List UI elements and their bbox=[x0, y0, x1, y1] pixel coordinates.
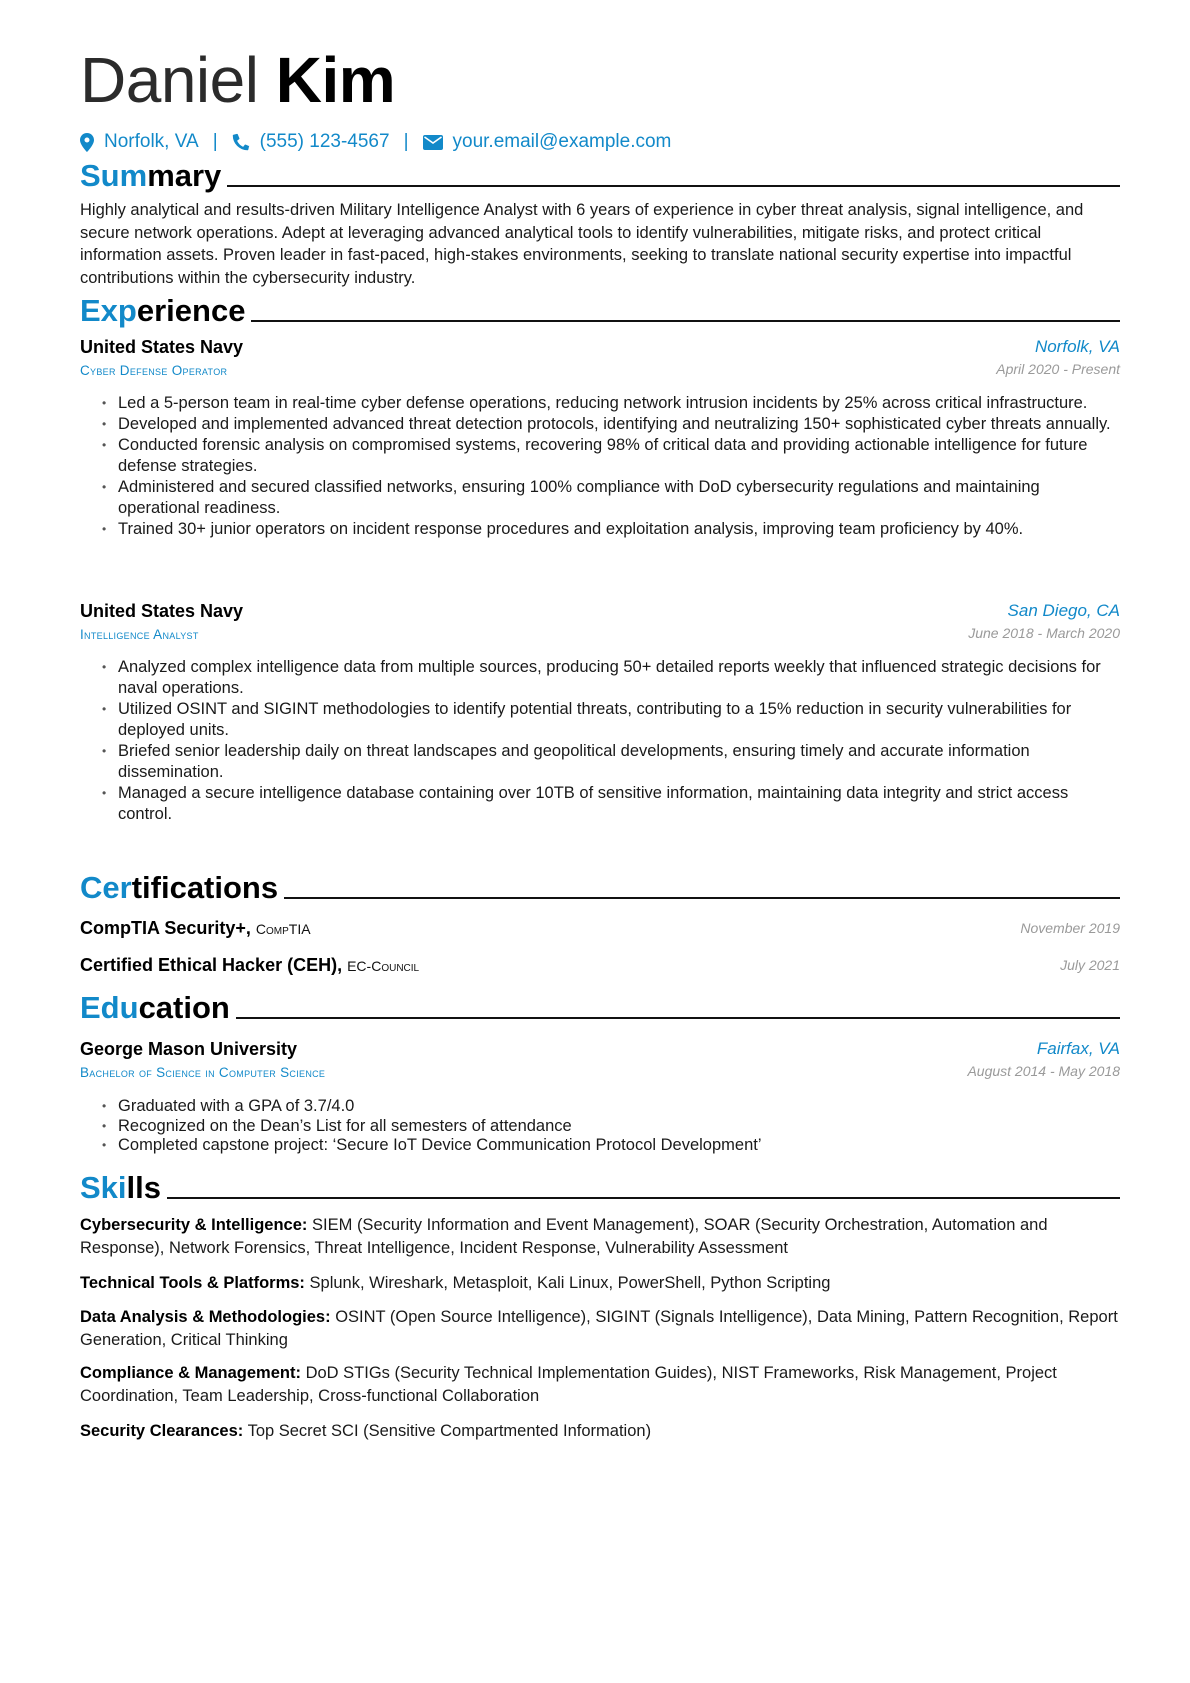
certification-issuer: CompTIA bbox=[255, 921, 311, 937]
contact-location bbox=[80, 131, 199, 153]
bullet-item: • Developed and implemented advanced threat detection protocols, identifying and neutralizing 150+ sophisticated cyber threats annually. bbox=[80, 414, 1120, 435]
school-location: Fairfax, VA bbox=[1036, 1039, 1120, 1058]
bullet-item: • Recognized on the Dean’s List for all semesters of attendance bbox=[80, 1117, 1120, 1137]
section-rule bbox=[284, 897, 1120, 899]
contact-separator: | bbox=[403, 131, 409, 152]
skill-row bbox=[80, 1306, 1120, 1351]
skill-value: SIEM (Security Information and Event Management), SOAR (Security Orchestration, Automation and Response), Network Forensics, Threat Intelligence, Incident Response, Vulnerability Assessment bbox=[80, 1216, 1048, 1257]
job-location: Norfolk, VA bbox=[1034, 337, 1120, 356]
last-name: Kim bbox=[275, 44, 396, 116]
certifications-heading bbox=[80, 870, 1120, 906]
job-organization: United States Navy bbox=[80, 337, 244, 357]
certification-item bbox=[80, 918, 1120, 942]
skill-label: Technical Tools & Platforms: bbox=[80, 1274, 305, 1292]
bullet-item: • Graduated with a GPA of 3.7/4.0 bbox=[80, 1097, 1120, 1117]
certification-date: July 2021 bbox=[1060, 957, 1120, 973]
section-title: Summary bbox=[80, 158, 222, 193]
bullet-item: • Analyzed complex intelligence data from multiple sources, producing 50+ detailed reports weekly that influenced strategic decisions for naval operations. bbox=[80, 657, 1120, 699]
section-rule bbox=[251, 320, 1120, 322]
contact-phone[interactable] bbox=[232, 131, 390, 153]
skill-label: Compliance & Management: bbox=[80, 1364, 301, 1382]
job-dates: April 2020 - Present bbox=[996, 361, 1120, 377]
section-rule bbox=[227, 185, 1120, 187]
contact-separator: | bbox=[212, 131, 218, 152]
section-title: Experience bbox=[80, 293, 246, 328]
section-rule bbox=[236, 1017, 1120, 1019]
job-role: Intelligence Analyst bbox=[80, 627, 199, 642]
contact-email[interactable] bbox=[423, 131, 672, 153]
degree: Bachelor of Science in Computer Science bbox=[80, 1065, 326, 1080]
phone-icon bbox=[232, 133, 250, 151]
experience-heading bbox=[80, 293, 1120, 329]
contact-bar bbox=[80, 131, 671, 153]
skill-value: DoD STIGs (Security Technical Implementation Guides), NIST Frameworks, Risk Management, Project Coordination, Team Leadership, Cross-functional Collaboration bbox=[80, 1364, 1057, 1405]
skill-value: Splunk, Wireshark, Metasploit, Kali Linux, PowerShell, Python Scripting bbox=[309, 1274, 831, 1292]
bullet-item: • Conducted forensic analysis on compromised systems, recovering 98% of critical data and providing actionable intelligence for future defense strategies. bbox=[80, 435, 1120, 477]
first-name: Daniel bbox=[80, 44, 259, 116]
job-bullets bbox=[80, 657, 1120, 825]
school-name: George Mason University bbox=[80, 1039, 298, 1059]
section-title: Education bbox=[80, 990, 230, 1025]
certification-name: Certified Ethical Hacker (CEH), EC-Council bbox=[80, 955, 420, 975]
education-bullets bbox=[80, 1097, 1120, 1156]
education-dates: August 2014 - May 2018 bbox=[967, 1063, 1120, 1079]
bullet-item: • Utilized OSINT and SIGINT methodologies to identify potential threats, contributing to a 15% reduction in security vulnerabilities for deployed units. bbox=[80, 699, 1120, 741]
certification-date: November 2019 bbox=[1020, 920, 1120, 936]
job-location: San Diego, CA bbox=[1007, 601, 1120, 620]
education-heading bbox=[80, 990, 1120, 1026]
bullet-item: • Briefed senior leadership daily on threat landscapes and geopolitical developments, ensuring timely and accurate information dissemination. bbox=[80, 741, 1120, 783]
phone-text: (555) 123-4567 bbox=[259, 131, 390, 152]
bullet-item: • Managed a secure intelligence database containing over 10TB of sensitive information, maintaining data integrity and strict access control. bbox=[80, 783, 1120, 825]
bullet-item: • Administered and secured classified networks, ensuring 100% compliance with DoD cybersecurity regulations and maintaining operational readiness. bbox=[80, 477, 1120, 519]
bullet-item: • Trained 30+ junior operators on incident response procedures and exploitation analysis, improving team proficiency by 40%. bbox=[80, 519, 1120, 540]
skill-row bbox=[80, 1420, 1120, 1443]
full-name bbox=[80, 40, 395, 120]
skills-heading bbox=[80, 1170, 1120, 1206]
skill-row bbox=[80, 1272, 1120, 1295]
bullet-item: • Led a 5-person team in real-time cyber defense operations, reducing network intrusion incidents by 25% across critical infrastructure. bbox=[80, 393, 1120, 414]
bullet-item: • Completed capstone project: ‘Secure IoT Device Communication Protocol Development’ bbox=[80, 1136, 1120, 1156]
location-text: Norfolk, VA bbox=[104, 131, 199, 152]
skill-label: Security Clearances: bbox=[80, 1422, 244, 1440]
certification-issuer: EC-Council bbox=[347, 958, 420, 974]
certification-name: CompTIA Security+, CompTIA bbox=[80, 918, 311, 938]
map-pin-icon bbox=[80, 133, 94, 152]
section-title: Certifications bbox=[80, 870, 279, 905]
job-bullets bbox=[80, 393, 1120, 540]
skill-label: Cybersecurity & Intelligence: bbox=[80, 1216, 308, 1234]
section-title: Skills bbox=[80, 1170, 161, 1205]
certification-item bbox=[80, 955, 1120, 979]
skill-value: Top Secret SCI (Sensitive Compartmented Information) bbox=[247, 1422, 652, 1440]
job-dates: June 2018 - March 2020 bbox=[968, 625, 1120, 641]
envelope-icon bbox=[423, 135, 443, 150]
summary-text: Highly analytical and results-driven Military Intelligence Analyst with 6 years of experience in cyber threat analysis, signal intelligence, and secure network operations. Adept at leveraging advanced analytical tools to identify vulnerabilities, mitigate risks, and protect critical information assets. Proven leader in fast-paced, high-stakes environments, seeking to translate national security expertise into impactful contributions within the cybersecurity industry. bbox=[80, 201, 1084, 287]
section-rule bbox=[167, 1197, 1120, 1199]
summary-heading bbox=[80, 158, 1120, 194]
job-role: Cyber Defense Operator bbox=[80, 363, 228, 378]
skill-value: OSINT (Open Source Intelligence), SIGINT (Signals Intelligence), Data Mining, Pattern Recognition, Report Generation, Critical Thinking bbox=[80, 1308, 1118, 1349]
email-link: your.email@example.com bbox=[452, 131, 672, 152]
skill-row bbox=[80, 1362, 1120, 1407]
skill-label: Data Analysis & Methodologies: bbox=[80, 1308, 331, 1326]
skill-row bbox=[80, 1214, 1120, 1259]
job-organization: United States Navy bbox=[80, 601, 244, 621]
